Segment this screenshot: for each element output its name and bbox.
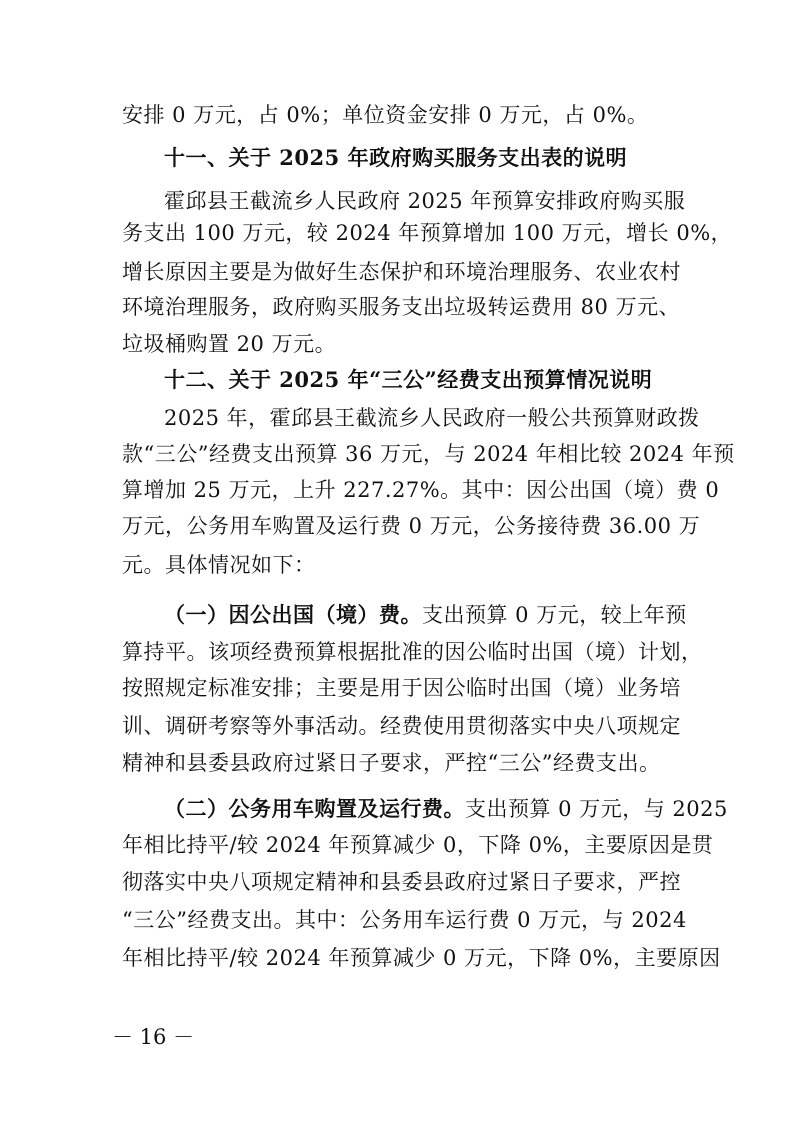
text-line: 款“三公”经费支出预算 36 万元，与 2024 年相比较 2024 年预 bbox=[122, 442, 735, 466]
text-line: 按照规定标准安排；主要是用于因公临时出国（境）业务培 bbox=[122, 676, 681, 700]
subsection-heading-2: （二）公务用车购置及运行费。 bbox=[164, 796, 465, 821]
text-line: 安排 0 万元，占 0%；单位资金安排 0 万元，占 0%。 bbox=[122, 103, 649, 127]
text-line: “三公”经费支出。其中：公务用车运行费 0 万元，与 2024 bbox=[122, 908, 687, 932]
subsection-text: 支出预算 0 万元，与 2025 bbox=[465, 797, 728, 821]
text-line: 霍邱县王截流乡人民政府 2025 年预算安排政府购买服 bbox=[164, 189, 686, 213]
text-line: 年相比持平/较 2024 年预算减少 0 万元，下降 0%，主要原因 bbox=[122, 946, 721, 970]
section-heading-11: 十一、关于 2025 年政府购买服务支出表的说明 bbox=[164, 145, 628, 170]
subsection-text: 支出预算 0 万元，较上年预 bbox=[422, 603, 687, 627]
text-line: 算增加 25 万元，上升 227.27%。其中：因公出国（境）费 0 bbox=[122, 478, 720, 502]
subsection-heading-1: （一）因公出国（境）费。 bbox=[164, 602, 422, 627]
text-line: 环境治理服务，政府购买服务支出垃圾转运费用 80 万元、 bbox=[122, 295, 681, 319]
text-line: 垃圾桶购置 20 万元。 bbox=[122, 332, 337, 356]
section-heading-12: 十二、关于 2025 年“三公”经费支出预算情况说明 bbox=[164, 367, 653, 392]
page-number: － 16 － bbox=[112, 1025, 195, 1049]
text-line: 增长原因主要是为做好生态保护和环境治理服务、农业农村 bbox=[122, 260, 681, 284]
subsection-line-2 bbox=[164, 794, 728, 824]
text-line: 元。具体情况如下： bbox=[122, 553, 316, 577]
text-line: 训、调研考察等外事活动。经费使用贯彻落实中央八项规定 bbox=[122, 714, 681, 738]
subsection-line-1 bbox=[164, 600, 687, 630]
text-line: 精神和县委县政府过紧日子要求，严控“三公”经费支出。 bbox=[122, 751, 661, 775]
text-line: 年相比持平/较 2024 年预算减少 0，下降 0%，主要原因是贯 bbox=[122, 833, 714, 857]
text-line: 2025 年，霍邱县王截流乡人民政府一般公共预算财政拨 bbox=[164, 406, 700, 430]
text-line: 万元，公务用车购置及运行费 0 万元，公务接待费 36.00 万 bbox=[122, 514, 701, 538]
text-line: 彻落实中央八项规定精神和县委县政府过紧日子要求，严控 bbox=[122, 870, 681, 894]
text-line: 算持平。该项经费预算根据批准的因公临时出国（境）计划， bbox=[122, 640, 703, 664]
text-line: 务支出 100 万元，较 2024 年预算增加 100 万元，增长 0%， bbox=[122, 221, 733, 245]
